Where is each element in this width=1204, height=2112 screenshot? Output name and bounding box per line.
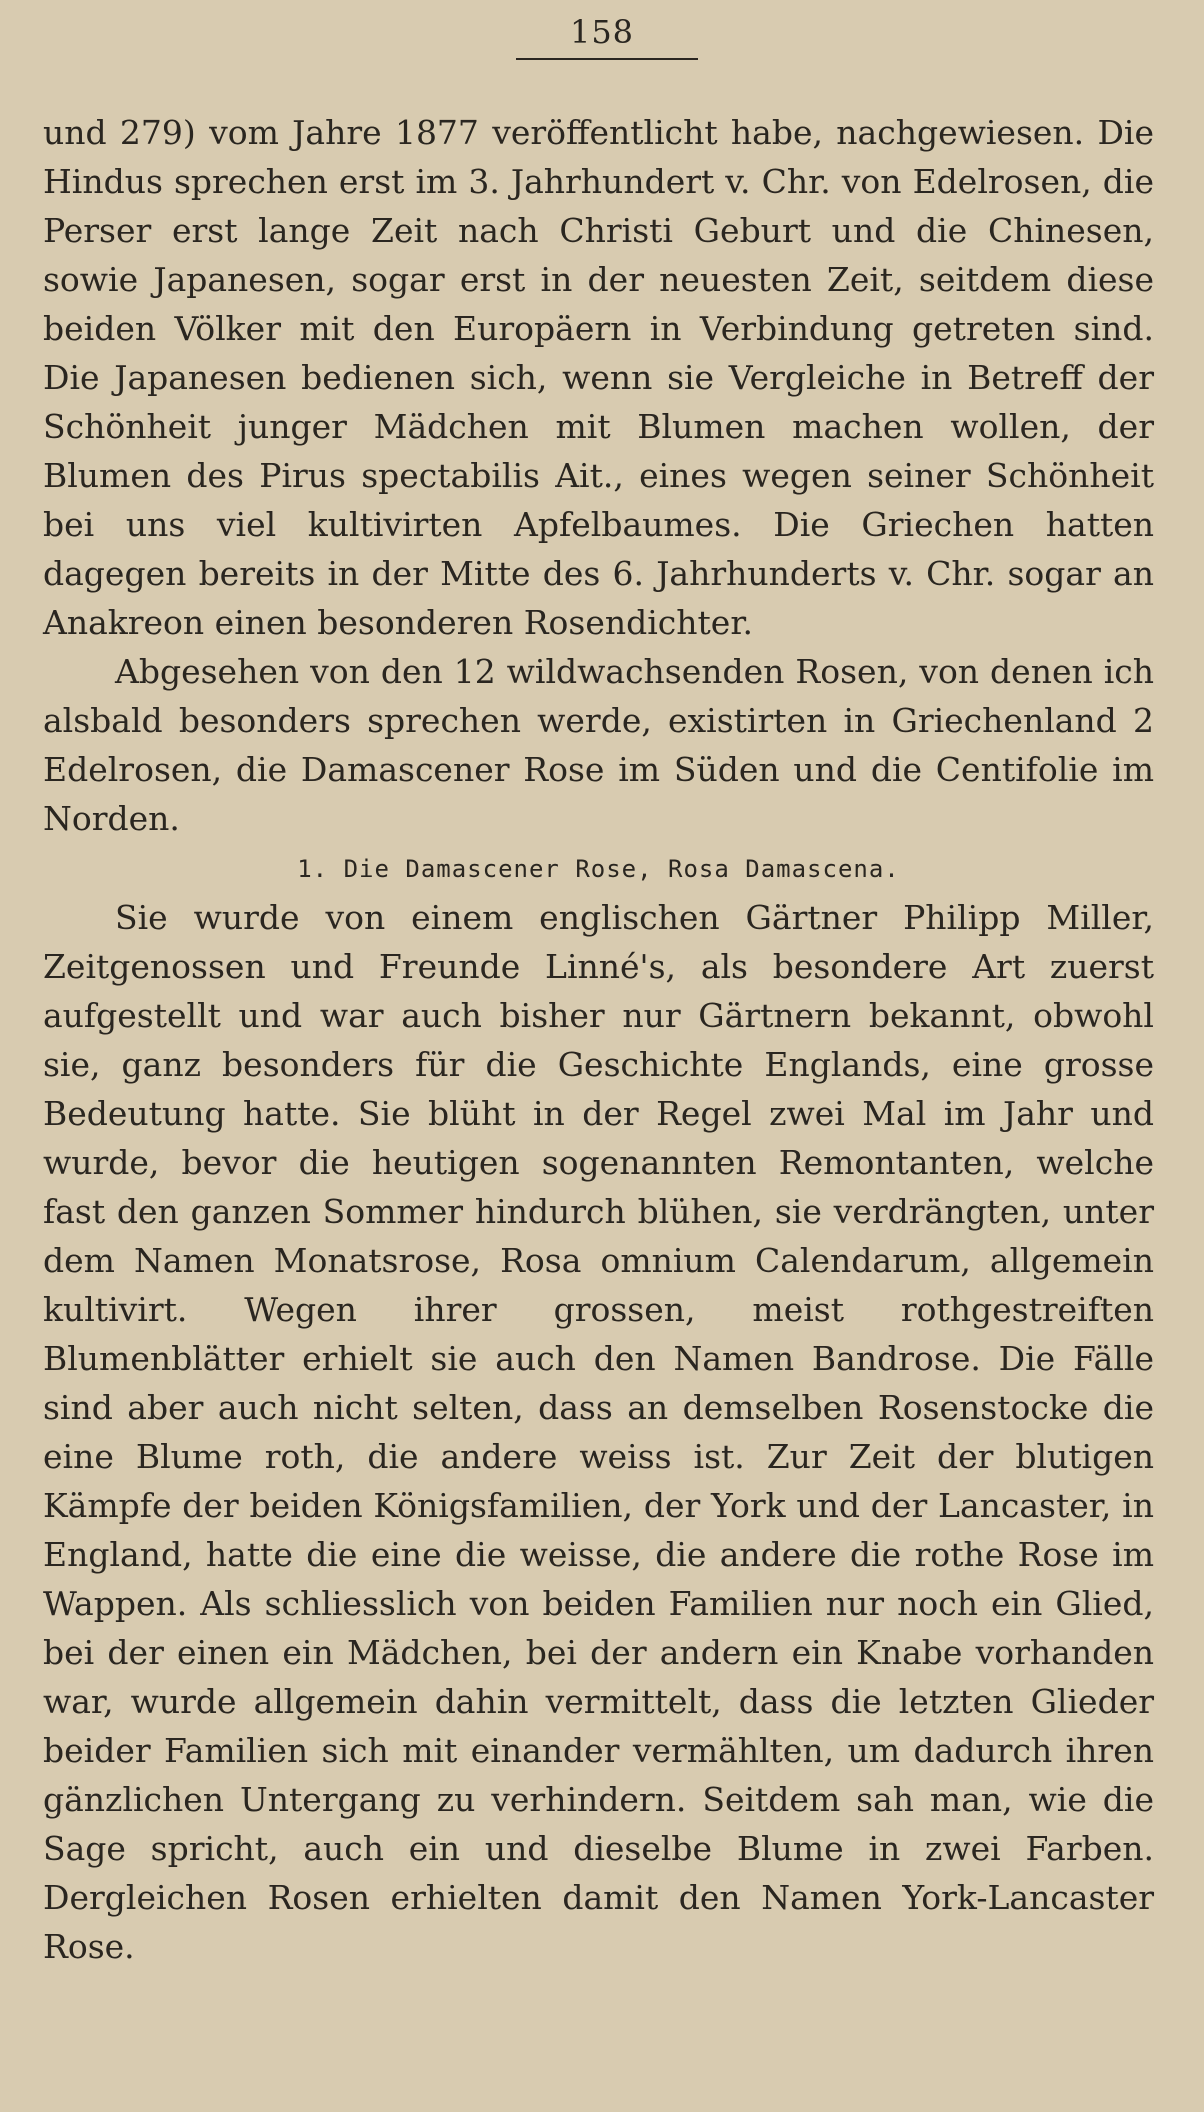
paragraph-damascener-rose: Sie wurde von einem englischen Gärtner Philipp Miller, Zeitgenossen und Freunde Linné's, als besondere Art zuerst aufgestellt und war auch bisher nur Gärtnern bekannt, obwohl sie, ganz besonders für die Geschichte Englands, eine grosse Bedeutung hatte. Sie blüht in der Regel zwei Mal im Jahr und wurde, bevor die heutigen sogenannten Remontanten, welche fast den ganzen Sommer hindurch blühen, sie verdrängten, unter dem Namen Monatsrose, Rosa omnium Calendarum, allgemein kultivirt. Wegen ihrer grossen, meist rothgestreiften Blumenblätter erhielt sie auch den Namen Bandrose. Die Fälle sind aber auch nicht selten, dass an demselben Rosenstocke die eine Blume roth, die andere weiss ist. Zur Zeit der blutigen Kämpfe der beiden Königsfamilien, der York und der Lancaster, in England, hatte die eine die weisse, die andere die rothe Rose im Wappen. Als schliesslich von beiden Familien nur noch ein Glied, bei der einen ein Mädchen, bei der andern ein Knabe vorhanden war, wurde allgemein dahin vermittelt, dass die letzten Glieder beider Familien sich mit einander vermählten, um dadurch ihren gänzlichen Untergang zu verhindern. Seitdem sah man, wie die Sage spricht, auch ein und dieselbe Blume in zwei Farben. Dergleichen Rosen erhielten damit den Namen York-Lancaster Rose. — [43, 898, 1154, 1966]
paragraph-edelrosen: Abgesehen von den 12 wildwachsenden Rosen, von denen ich alsbald besonders sprechen werde, existirten in Griechenland 2 Edelrosen, die Damascener Rose im Süden und die Centifolie im Norden. — [43, 652, 1154, 838]
header-rule — [516, 58, 698, 60]
page-number: 158 — [569, 13, 635, 51]
page-header — [0, 0, 1204, 70]
body-text — [43, 108, 1154, 1971]
paragraph-continuation: und 279) vom Jahre 1877 veröffentlicht habe, nachgewiesen. Die Hindus sprechen erst im 3. Jahrhundert v. Chr. von Edelrosen, die Perser erst lange Zeit nach Christi Geburt und die Chinesen, sowie Japanesen, sogar erst in der neuesten Zeit, seitdem diese beiden Völker mit den Europäern in Verbindung getreten sind. Die Japanesen bedienen sich, wenn sie Vergleiche in Betreff der Schönheit junger Mädchen mit Blumen machen wollen, der Blumen des Pirus spectabilis Ait., eines wegen seiner Schönheit bei uns viel kultivirten Apfelbaumes. Die Griechen hatten dagegen bereits in der Mitte des 6. Jahrhunderts v. Chr. sogar an Anakreon einen besonderen Rosendichter. — [43, 113, 1154, 642]
section-heading: 1. Die Damascener Rose, Rosa Damascena. — [297, 855, 900, 883]
